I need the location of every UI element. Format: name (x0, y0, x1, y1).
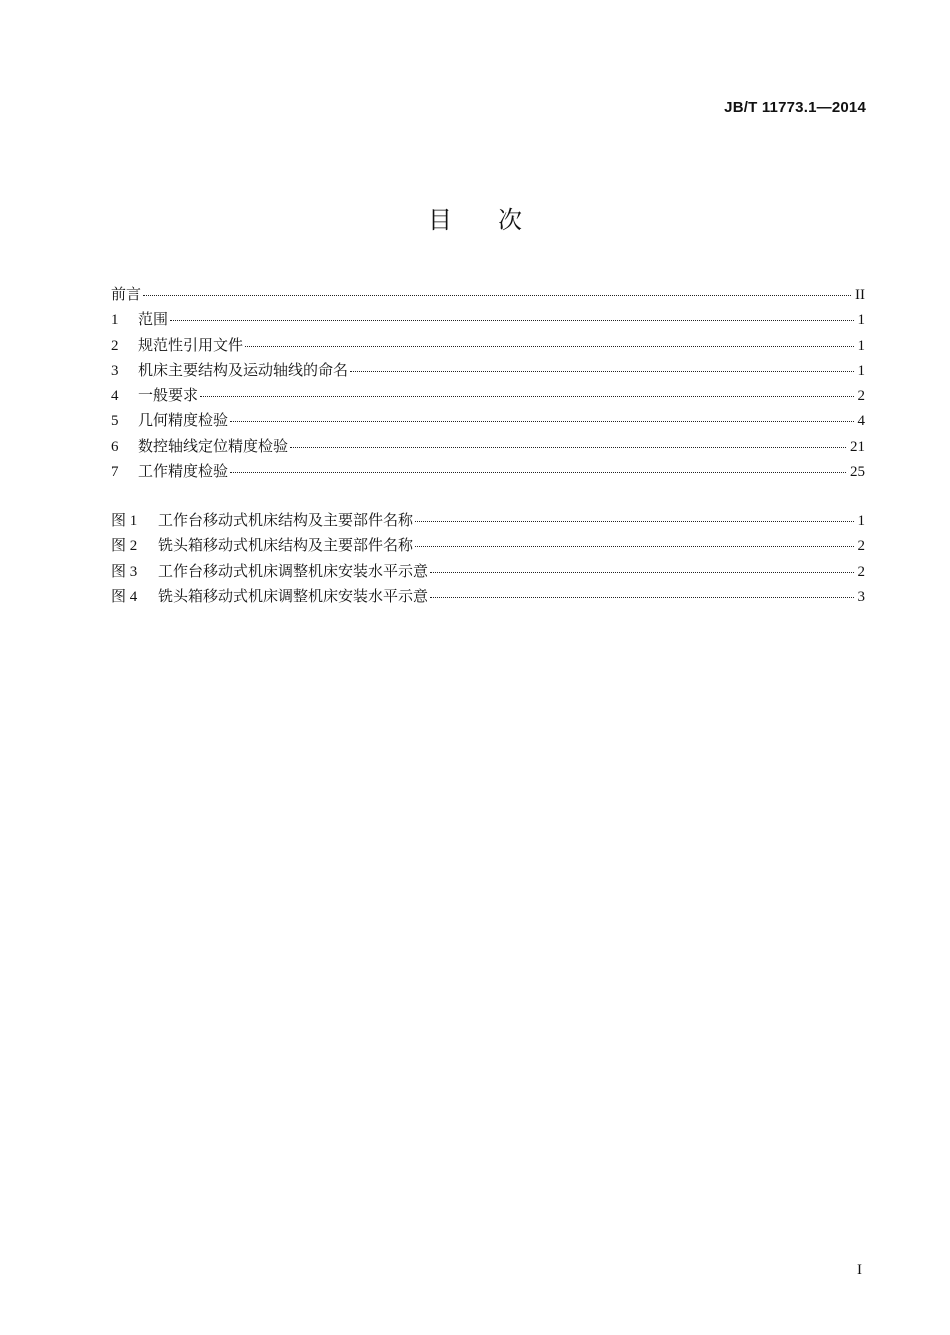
toc-entry-2[interactable] (111, 333, 865, 358)
figure-entry-label: 工作台移动式机床结构及主要部件名称 (158, 511, 414, 529)
dot-leader (143, 295, 851, 296)
figure-entry-3[interactable] (111, 559, 865, 584)
dot-leader (230, 421, 853, 422)
page-number: I (857, 1262, 862, 1278)
toc-entry-7[interactable] (111, 459, 865, 484)
toc-entry-5[interactable] (111, 408, 865, 433)
figure-entry-label: 铣头箱移动式机床结构及主要部件名称 (158, 536, 414, 555)
figure-entry-label: 工作台移动式机床调整机床安装水平示意 (158, 561, 429, 580)
toc-entry-label: 数控轴线定位精度检验 (138, 436, 289, 455)
dot-leader (245, 346, 853, 347)
toc-entry-label: 工作精度检验 (138, 462, 229, 481)
dot-leader (350, 371, 853, 372)
toc-entry-number: 7 (111, 464, 119, 481)
figure-entry-number: 图 1 (111, 513, 138, 529)
toc-entry-label: 机床主要结构及运动轴线的命名 (138, 360, 349, 379)
dot-leader (230, 472, 846, 473)
table-of-contents (111, 282, 865, 484)
list-of-figures (111, 508, 865, 609)
toc-entry-number: 3 (111, 362, 119, 379)
toc-entry-page: 4 (857, 413, 865, 430)
toc-entry-number: 4 (111, 388, 119, 405)
figure-entry-page: 3 (857, 588, 865, 605)
toc-entry-4[interactable] (111, 383, 865, 408)
figure-entry-page: 2 (857, 563, 865, 580)
toc-entry-number: 2 (111, 337, 119, 354)
toc-entry-page: 2 (857, 388, 865, 405)
figure-entry-page: 2 (857, 538, 865, 555)
toc-entry-page: 1 (857, 337, 865, 354)
page-title: 目次 (428, 206, 568, 234)
figure-entry-label: 铣头箱移动式机床调整机床安装水平示意 (158, 586, 429, 605)
toc-entry-6[interactable] (111, 434, 865, 459)
toc-entry-3[interactable] (111, 358, 865, 383)
toc-entry-label: 前言 (111, 285, 142, 303)
toc-entry-number: 1 (111, 312, 119, 329)
toc-entry-label: 几何精度检验 (138, 411, 229, 430)
dot-leader (415, 521, 853, 522)
figure-entry-number: 图 3 (111, 563, 138, 580)
toc-entry-label: 规范性引用文件 (138, 335, 244, 354)
figure-entry-page: 1 (857, 513, 865, 529)
toc-entry-page: 21 (850, 438, 865, 455)
toc-entry-label: 范围 (138, 310, 169, 329)
dot-leader (415, 546, 853, 547)
figure-entry-2[interactable] (111, 533, 865, 558)
toc-entry-page: 1 (857, 362, 865, 379)
dot-leader (170, 320, 853, 321)
figure-entry-1[interactable] (111, 508, 865, 533)
standard-code: JB/T 11773.1—2014 (724, 99, 866, 116)
toc-entry-number: 5 (111, 413, 119, 430)
toc-entry-foreword[interactable] (111, 282, 865, 307)
figure-entry-number: 图 4 (111, 588, 138, 605)
toc-entry-page: 1 (857, 312, 865, 329)
figure-entry-number: 图 2 (111, 538, 138, 555)
dot-leader (200, 396, 853, 397)
dot-leader (430, 572, 853, 573)
dot-leader (430, 597, 853, 598)
toc-entry-page: 25 (850, 464, 865, 481)
toc-entry-page: II (855, 287, 865, 303)
toc-entry-1[interactable] (111, 307, 865, 332)
toc-entry-label: 一般要求 (138, 386, 199, 405)
dot-leader (290, 447, 846, 448)
toc-entry-number: 6 (111, 438, 119, 455)
figure-entry-4[interactable] (111, 584, 865, 609)
